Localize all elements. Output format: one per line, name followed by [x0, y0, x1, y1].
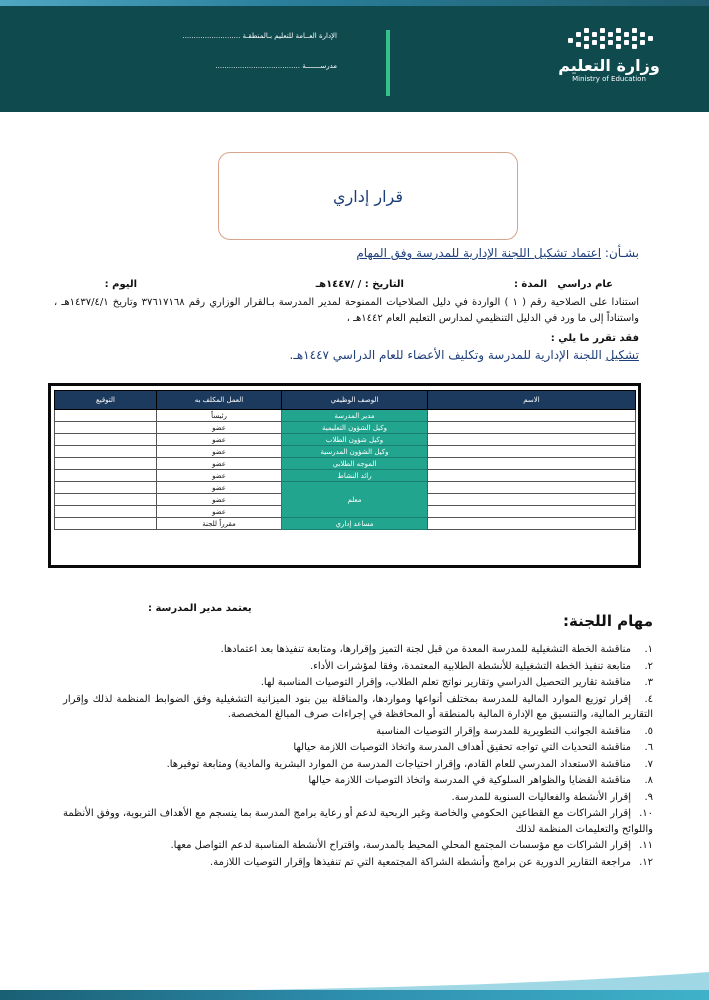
signature-cell[interactable]: [55, 458, 157, 470]
name-cell[interactable]: [428, 458, 636, 470]
list-item: ٥.مناقشة الجوانب التطويرية للمدرسة وإقرار التوصيات المناسبة: [376, 725, 653, 737]
admin-line: الإدارة العــامة للتعليم بـالمنطقـة ..........................: [182, 32, 337, 40]
name-cell[interactable]: [428, 482, 636, 494]
logo-dots-icon: [564, 26, 654, 52]
signature-cell[interactable]: [55, 470, 157, 482]
task-cell: عضو: [157, 506, 282, 518]
list-item: ١٠.إقرار الشراكات مع القطاعين الحكومي والخاصة وغير الربحية لدعم أو رعاية برامج المدرسة بما ينسجم مع الأهداف التربوية، ووفق الأنظمة واللوائح والتعليمات المنظمة لذلك: [63, 808, 653, 835]
task-cell: عضو: [157, 446, 282, 458]
name-cell[interactable]: [428, 470, 636, 482]
tasks-list: [63, 642, 653, 871]
header-divider: [386, 30, 390, 96]
day-field: اليوم :: [104, 279, 137, 290]
list-item: ٨.مناقشة القضايا والظواهر السلوكية في المدرسة واتخاذ التوصيات اللازمة حيالها: [308, 775, 653, 786]
role-cell: الموجه الطلابي: [282, 458, 428, 470]
list-item: ٤.إقرار توزيع الموارد المالية للمدرسة بمختلف أنواعها ومواردها، والمناقلة بين بنود الميزانية التشغيلية وفق الضوابط المنظمة لذلك وإقرار التقارير المالية، والتنسيق مع الإدارة المالية بالمنطقة أو المحافظة في إجراءات صرف المبالغ المخصصة.: [63, 693, 653, 720]
subject-text: اعتماد تشكيل اللجنة الإدارية للمدرسة وفق المهام: [356, 246, 602, 260]
table-row: [55, 434, 636, 446]
date-field: التاريخ : / /١٤٤٧هـ: [315, 279, 404, 290]
table-row: [55, 458, 636, 470]
tasks-title: مهام اللجنة:: [563, 612, 653, 630]
ministry-name-ar: وزارة التعليم: [558, 56, 660, 75]
name-cell[interactable]: [428, 506, 636, 518]
role-cell: رائد النشاط: [282, 470, 428, 482]
list-item: ١٢.مراجعة التقارير الدورية عن برامج وأنشطة الشراكة المجتمعية التي تم تنفيذها وإقرار التوصيات اللازمة.: [210, 856, 653, 868]
col-header-task: العمل المكلف به: [157, 391, 282, 410]
list-item: ٧.مناقشة الاستعداد المدرسي للعام القادم، وإقرار احتياجات المدرسة من الموارد البشرية والمادية) ومتابعة توفيرها.: [166, 758, 653, 770]
committee-table: [54, 390, 636, 530]
footer-strip: [0, 990, 709, 1000]
document-title: قرار إداري: [333, 187, 403, 206]
table-row: [55, 446, 636, 458]
duration-label: المدة :: [513, 279, 547, 290]
signature-cell[interactable]: [55, 422, 157, 434]
formation-label: تشكيل: [605, 348, 639, 362]
task-cell: عضو: [157, 482, 282, 494]
basis-paragraph: استنادا على الصلاحية رقم ( ١ ) الواردة في دليل الصلاحيات الممنوحة لمدير المدرسة بـالقرار الوزاري رقم ٣٧٦١٧١٦٨ وتاريخ ١٤٣٧/٤/١هـ ، واستناداً إلى ما ورد في الدليل التنظيمي لمدارس التعليم العام ١٤٤٢هـ ،: [54, 297, 640, 324]
role-cell: مدير المدرسة: [282, 410, 428, 422]
name-cell[interactable]: [428, 434, 636, 446]
list-item: ٢.متابعة تنفيذ الخطة التشغيلية للأنشطة الطلابية المعتمدة، وفقا لمؤشرات الأداء.: [309, 660, 653, 672]
name-cell[interactable]: [428, 410, 636, 422]
role-cell: مساعد إداري: [282, 518, 428, 530]
list-item: ١١.إقرار الشراكات مع مؤسسات المجتمع المحلي المحيط بالمدرسة، واقتراح الأنشطة المناسبة لدعم التواصل معها.: [170, 840, 653, 851]
subject-label: بشـأن:: [601, 246, 639, 260]
title-box: [218, 152, 518, 240]
committee-table-frame: [48, 383, 641, 568]
name-cell[interactable]: [428, 446, 636, 458]
list-item: ٦.مناقشة التحديات التي تواجه تحقيق أهداف المدرسة واتخاذ التوصيات اللازمة حيالها: [293, 742, 653, 753]
table-row: [55, 482, 636, 494]
signature-cell[interactable]: [55, 518, 157, 530]
signature-cell[interactable]: [55, 410, 157, 422]
signature-cell[interactable]: [55, 434, 157, 446]
signature-cell[interactable]: [55, 494, 157, 506]
principal-approval: يعتمد مدير المدرسة :: [148, 603, 252, 614]
subject-line: [356, 246, 639, 260]
col-header-name: الاسم: [428, 391, 636, 410]
table-row: [55, 518, 636, 530]
task-cell: عضو: [157, 434, 282, 446]
formation-text: اللجنة الإدارية للمدرسة وتكليف الأعضاء للعام الدراسي ١٤٤٧هـ.: [289, 348, 606, 362]
page-header: [0, 6, 709, 112]
col-header-role: الوصف الوظيفي: [282, 391, 428, 410]
role-cell: وكيل الشؤون التعليمية: [282, 422, 428, 434]
task-cell: مقرراً للجنة: [157, 518, 282, 530]
col-header-signature: التوقيع: [55, 391, 157, 410]
list-item: ١.مناقشة الخطة التشغيلية للمدرسة المعدة من قبل لجنة التميز وإقرارها، ومتابعة تنفيذها بعد اعتمادها.: [220, 644, 653, 655]
formation-line: [290, 348, 640, 362]
role-cell: وكيل الشؤون المدرسية: [282, 446, 428, 458]
school-line: مدرســـــــة ......................................: [215, 62, 337, 70]
signature-cell[interactable]: [55, 482, 157, 494]
list-item: ٣.مناقشة تقارير التحصيل الدراسي وتقارير نواتج تعلم الطلاب، وإقرار التوصيات المناسبة لها.: [260, 677, 653, 688]
signature-cell[interactable]: [55, 446, 157, 458]
name-cell[interactable]: [428, 422, 636, 434]
signature-cell[interactable]: [55, 506, 157, 518]
task-cell: عضو: [157, 458, 282, 470]
table-row: [55, 422, 636, 434]
task-cell: عضو: [157, 422, 282, 434]
duration-value: عام دراسي: [557, 279, 613, 290]
task-cell: رئيساً: [157, 410, 282, 422]
name-cell[interactable]: [428, 494, 636, 506]
role-cell-teacher: معلم: [282, 482, 428, 518]
table-row: [55, 410, 636, 422]
ministry-name-en: Ministry of Education: [572, 75, 646, 83]
list-item: ٩.إقرار الأنشطة والفعاليات السنوية للمدرسة.: [451, 791, 653, 803]
task-cell: عضو: [157, 470, 282, 482]
name-cell[interactable]: [428, 518, 636, 530]
decided-line: فقد تقرر ما يلي :: [550, 333, 639, 344]
task-cell: عضو: [157, 494, 282, 506]
table-row: [55, 470, 636, 482]
ministry-logo: [549, 26, 669, 98]
role-cell: وكيل شؤون الطلاب: [282, 434, 428, 446]
